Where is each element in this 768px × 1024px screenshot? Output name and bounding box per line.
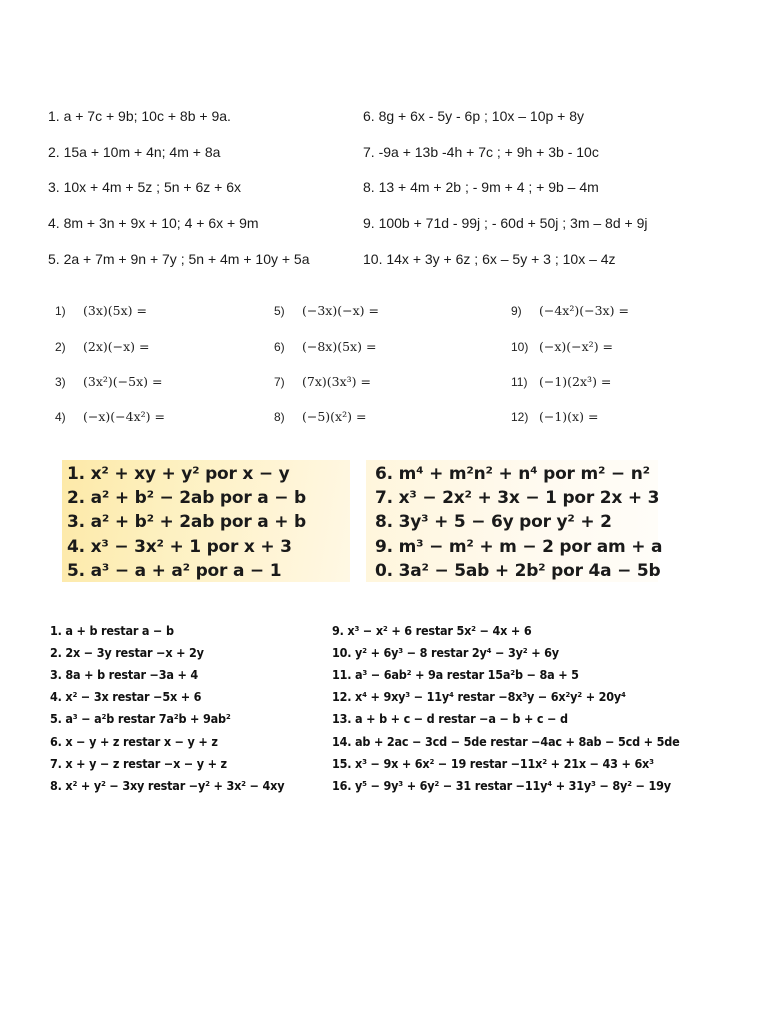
polinomio-item-7: 7. x³ − 2x² + 3x − 1 por 2x + 3: [375, 488, 660, 508]
resta-item-14: 14. ab + 2ac − 3cd − 5de restar −4ac + 8ab − 5cd + 5de: [332, 734, 680, 749]
resta-item-5: 5. a³ − a²b restar 7a²b + 9ab²: [50, 711, 231, 726]
monomio-item-8: 8) (−5)(x²) =: [274, 409, 367, 424]
suma-item-1: 1. a + 7c + 9b; 10c + 8b + 9a.: [48, 108, 231, 124]
polinomio-item-1: 1. x² + xy + y² por x − y: [67, 464, 290, 484]
resta-item-9: 9. x³ − x² + 6 restar 5x² − 4x + 6: [332, 623, 532, 638]
resta-item-4: 4. x² − 3x restar −5x + 6: [50, 689, 202, 704]
resta-item-8: 8. x² + y² − 3xy restar −y² + 3x² − 4xy: [50, 778, 285, 793]
polinomio-item-2: 2. a² + b² − 2ab por a − b: [67, 488, 306, 508]
resta-item-6: 6. x − y + z restar x − y + z: [50, 734, 218, 749]
resta-item-11: 11. a³ − 6ab² + 9a restar 15a²b − 8a + 5: [332, 667, 579, 682]
monomio-item-3: 3) (3x²)(−5x) =: [55, 374, 163, 389]
polinomio-item-10: 0. 3a² − 5ab + 2b² por 4a − 5b: [375, 561, 661, 581]
resta-item-10: 10. y² + 6y³ − 8 restar 2y⁴ − 3y² + 6y: [332, 645, 559, 660]
monomio-item-5: 5) (−3x)(−x) =: [274, 303, 379, 318]
resta-item-16: 16. y⁵ − 9y³ + 6y² − 31 restar −11y⁴ + 31y³ − 8y² − 19y: [332, 778, 671, 793]
resta-item-3: 3. 8a + b restar −3a + 4: [50, 667, 199, 682]
monomio-item-12: 12) (−1)(x) =: [511, 409, 599, 424]
monomio-item-11: 11) (−1)(2x³) =: [511, 374, 612, 389]
monomio-item-9: 9) (−4x²)(−3x) =: [511, 303, 629, 318]
monomio-item-2: 2) (2x)(−x) =: [55, 339, 150, 354]
resta-item-1: 1. a + b restar a − b: [50, 623, 174, 638]
resta-item-15: 15. x³ − 9x + 6x² − 19 restar −11x² + 21x − 43 + 6x³: [332, 756, 654, 771]
suma-item-9: 9. 100b + 71d - 99j ; - 60d + 50j ; 3m – 8d + 9j: [363, 215, 648, 231]
resta-item-13: 13. a + b + c − d restar −a − b + c − d: [332, 711, 568, 726]
polinomio-item-5: 5. a³ − a + a² por a − 1: [67, 561, 282, 581]
polinomio-item-8: 8. 3y³ + 5 − 6y por y² + 2: [375, 512, 612, 532]
monomio-item-1: 1) (3x)(5x) =: [55, 303, 147, 318]
polinomio-item-9: 9. m³ − m² + m − 2 por am + a: [375, 537, 663, 557]
suma-item-2: 2. 15a + 10m + 4n; 4m + 8a: [48, 144, 221, 160]
resta-item-2: 2. 2x − 3y restar −x + 2y: [50, 645, 204, 660]
suma-item-4: 4. 8m + 3n + 9x + 10; 4 + 6x + 9m: [48, 215, 259, 231]
polinomio-item-3: 3. a² + b² + 2ab por a + b: [67, 512, 306, 532]
suma-item-5: 5. 2a + 7m + 9n + 7y ; 5n + 4m + 10y + 5a: [48, 251, 310, 267]
monomio-item-10: 10) (−x)(−x²) =: [511, 339, 614, 354]
suma-item-6: 6. 8g + 6x - 5y - 6p ; 10x – 10p + 8y: [363, 108, 585, 124]
resta-item-12: 12. x⁴ + 9xy³ − 11y⁴ restar −8x³y − 6x²y² + 20y⁴: [332, 689, 626, 704]
suma-item-7: 7. -9a + 13b -4h + 7c ; + 9h + 3b - 10c: [363, 144, 599, 160]
monomio-item-7: 7) (7x)(3x³) =: [274, 374, 371, 389]
monomio-item-6: 6) (−8x)(5x) =: [274, 339, 377, 354]
suma-item-3: 3. 10x + 4m + 5z ; 5n + 6z + 6x: [48, 179, 242, 195]
polinomio-item-6: 6. m⁴ + m²n² + n⁴ por m² − n²: [375, 464, 650, 484]
polinomio-item-4: 4. x³ − 3x² + 1 por x + 3: [67, 537, 292, 557]
suma-item-10: 10. 14x + 3y + 6z ; 6x – 5y + 3 ; 10x – 4z: [363, 251, 616, 267]
suma-item-8: 8. 13 + 4m + 2b ; - 9m + 4 ; + 9b – 4m: [363, 179, 599, 195]
resta-item-7: 7. x + y − z restar −x − y + z: [50, 756, 227, 771]
monomio-item-4: 4) (−x)(−4x²) =: [55, 409, 165, 424]
